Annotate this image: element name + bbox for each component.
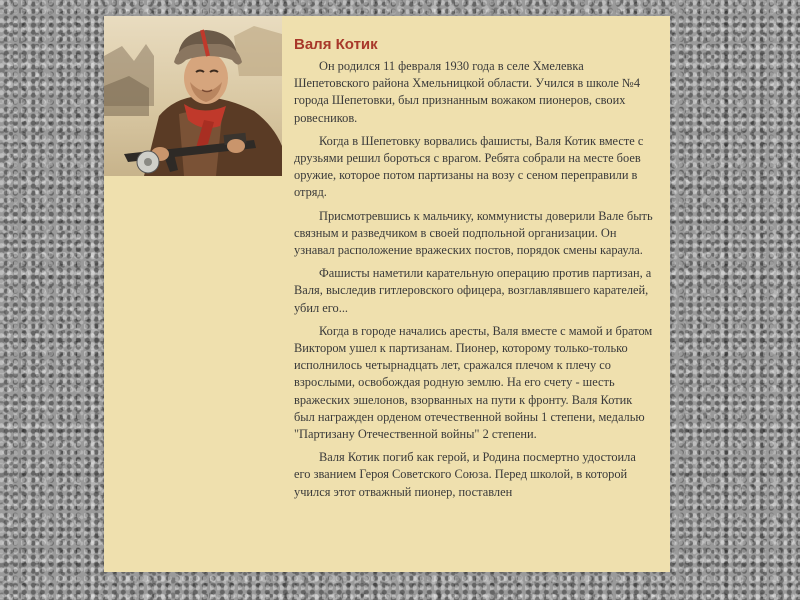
portrait-illustration [104, 16, 282, 176]
article-title: Валя Котик [294, 36, 378, 53]
pioneer-soldier-illustration [104, 16, 282, 176]
slide-page [104, 16, 670, 572]
article-paragraph-4: Фашисты наметили карательную операцию против партизан, а Валя, выследив гитлеровского офицера, возглавлявшего карателей, убил его... [294, 266, 652, 315]
article-body [294, 36, 654, 507]
article-paragraph-6: Валя Котик погиб как герой, и Родина посмертно удостоила его званием Героя Советского Союза. Перед школой, в которой учился этот отважный пионер, поставлен [294, 450, 636, 499]
article-paragraph-1: Он родился 11 февраля 1930 года в селе Хмелевка Шепетовского района Хмельницкой области. Учился в школе №4 города Шепетовки, был признанным вожаком пионеров, своих ровесников. [294, 59, 641, 125]
article-paragraph-2: Когда в Шепетовку ворвались фашисты, Валя Котик вместе с друзьями решил бороться с врагом. Ребята собрали на месте боев оружие, которое потом партизаны на возу с сеном переправили в отряд. [294, 133, 644, 200]
article-paragraph-5: Когда в городе начались аресты, Валя вместе с мамой и братом Виктором ушел к партизанам. Пионер, которому только-только исполнилось четырнадцать лет, сражался плечом к плечу со взрослыми, освобождая родную землю. На его счету - шесть вражеских эшелонов, взорванных на пути к фронту. Валя Котик был награжден орденом отечественной войны 1 степени, медалью "Партизану Отечественной войны" 2 степени. [294, 323, 653, 442]
article-paragraph-3: Присмотревшись к мальчику, коммунисты доверили Вале быть связным и разведчиком в своей подпольной организации. Он узнавал расположение вражеских постов, порядок смены караула. [294, 208, 653, 258]
